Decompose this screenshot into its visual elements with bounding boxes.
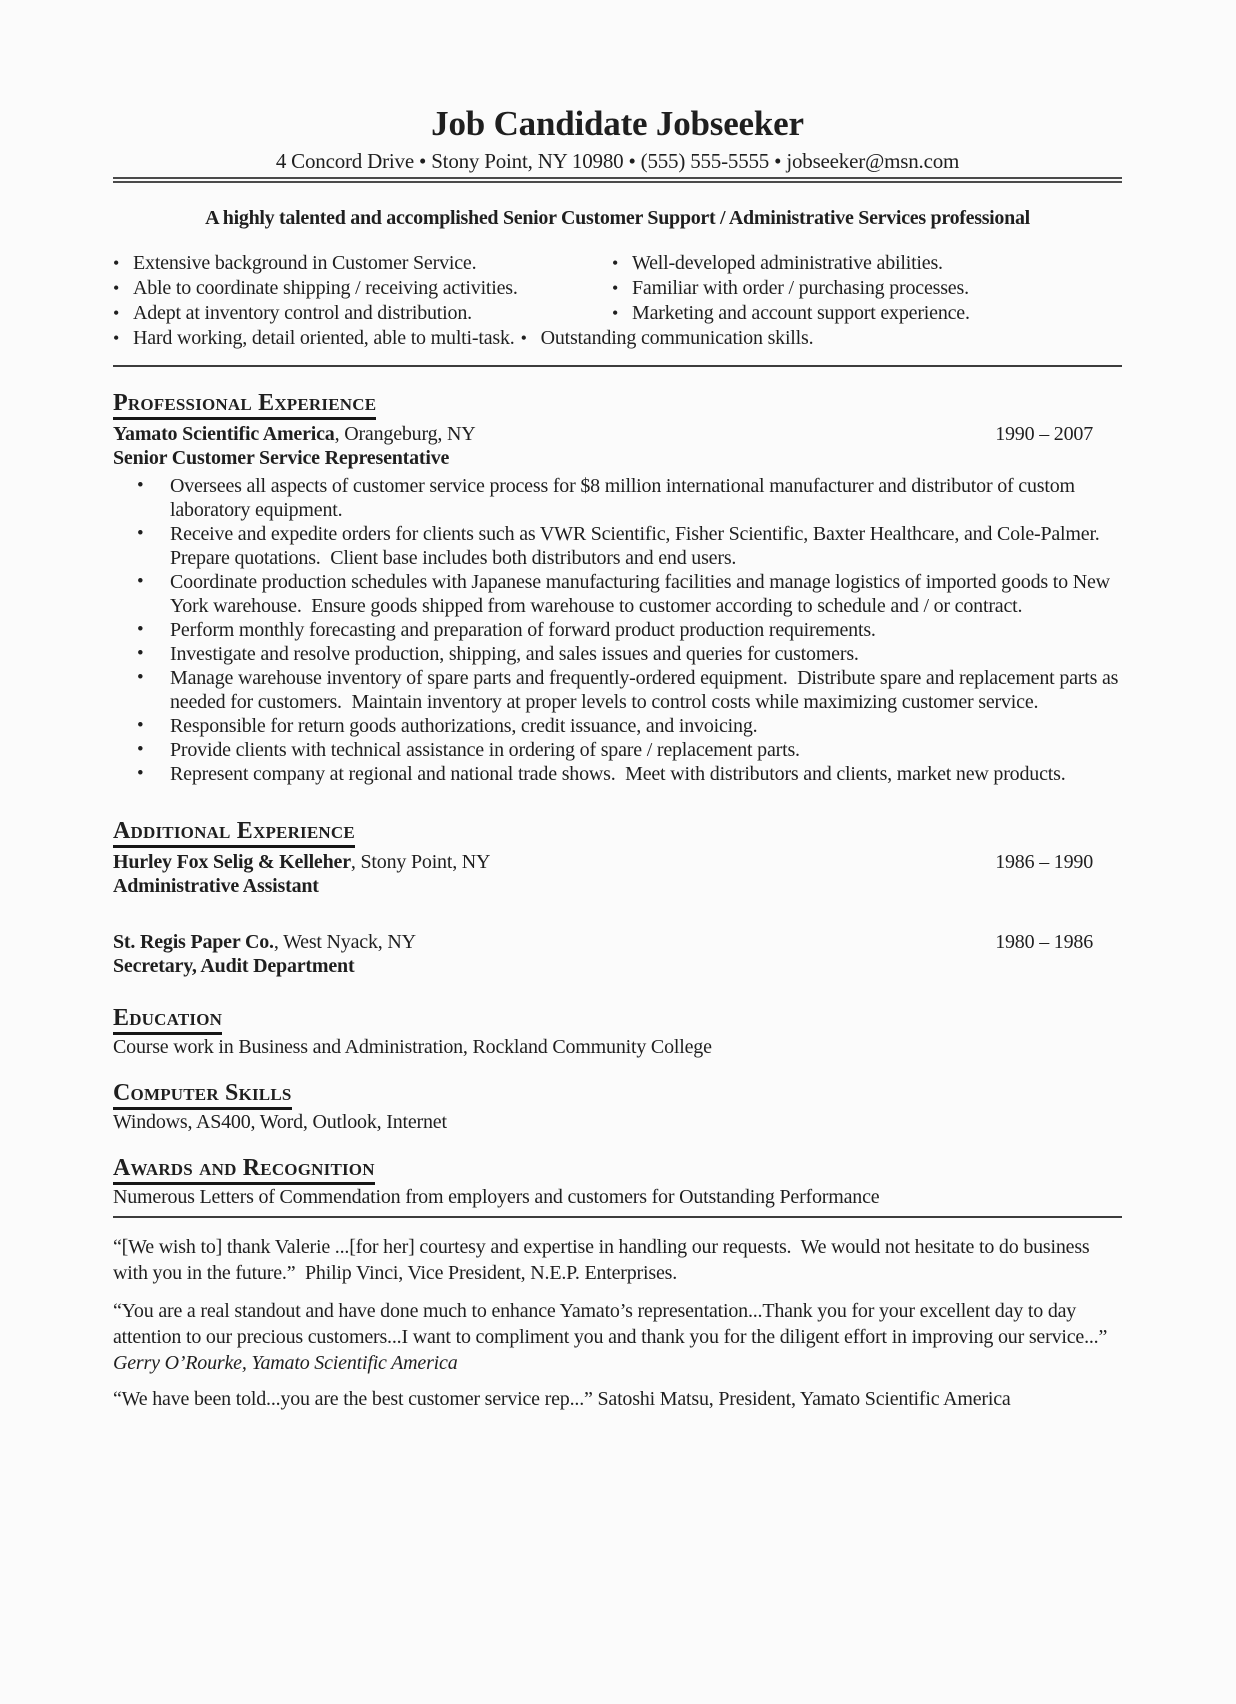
experience-bullet: • Responsible for return goods authorizations, credit issuance, and invoicing. — [113, 714, 1122, 738]
testimonial — [113, 1234, 1122, 1286]
testimonial-quote: “You are a real standout and have done much to enhance Yamato’s representation...Thank you for your excellent day to day attention to our precious customers...I want to compliment you and thank you for the diligent effort in improving our service...” — [113, 1300, 1108, 1348]
summary-row — [113, 326, 1122, 351]
section-education — [113, 1005, 1122, 1060]
experience-bullet-list — [113, 474, 1122, 786]
company-location: , Stony Point, NY — [350, 851, 491, 873]
summary-item: • Extensive background in Customer Service. — [113, 251, 612, 276]
experience-bullet: • Represent company at regional and national trade shows. Meet with distributors and clients, market new products. — [113, 762, 1122, 786]
section-heading-computer-skills: Computer Skills — [113, 1080, 292, 1110]
summary-divider — [113, 365, 1122, 367]
experience-bullet: • Coordinate production schedules with Japanese manufacturing facilities and manage logistics of imported goods to New York warehouse. Ensure goods shipped from warehouse to customer according to schedule and / or contract. — [113, 570, 1122, 618]
testimonial — [113, 1386, 1122, 1412]
testimonial-attribution: Philip Vinci, Vice President, N.E.P. Enterprises. — [295, 1262, 678, 1284]
contact-line: 4 Concord Drive • Stony Point, NY 10980 • (555) 555-5555 • jobseeker@msn.com — [275, 149, 960, 173]
company-name: St. Regis Paper Co. — [113, 931, 274, 953]
job-company-line — [113, 422, 475, 446]
experience-bullet: • Manage warehouse inventory of spare parts and frequently-ordered equipment. Distribute spare and replacement parts as needed for customers. Maintain inventory at proper levels to control costs while maximizing customer service. — [113, 666, 1122, 714]
summary-item: • Hard working, detail oriented, able to multi-task. — [113, 326, 515, 351]
experience-bullet: • Receive and expedite orders for clients such as VWR Scientific, Fisher Scientific, Baxter Healthcare, and Cole-Palmer. Prepare quotations. Client base includes both distributors and end users. — [113, 522, 1122, 570]
job-header — [113, 850, 1122, 874]
candidate-name: Job Candidate Jobseeker — [431, 104, 804, 143]
section-heading-education: Education — [113, 1005, 222, 1035]
job-header — [113, 422, 1122, 446]
job-dates: 1986 – 1990 — [995, 851, 1093, 873]
experience-bullet: • Perform monthly forecasting and preparation of forward product production requirements. — [113, 618, 1122, 642]
summary-list — [113, 251, 1122, 351]
header-divider — [113, 177, 1122, 183]
section-heading-additional-experience: Additional Experience — [113, 818, 355, 848]
job-title: Secretary, Audit Department — [113, 955, 355, 977]
testimonial-quote: “We have been told...you are the best customer service rep...” — [113, 1388, 593, 1410]
section-heading-awards: Awards and Recognition — [113, 1155, 375, 1185]
summary-item: • Marketing and account support experience. — [612, 301, 1122, 326]
job-company-line — [113, 930, 416, 954]
job-title: Administrative Assistant — [113, 875, 319, 897]
section-professional-experience — [113, 390, 1122, 786]
job-entry — [113, 930, 1122, 978]
experience-bullet: • Provide clients with technical assistance in ordering of spare / replacement parts. — [113, 738, 1122, 762]
company-location: , Orangeburg, NY — [334, 423, 476, 445]
section-awards — [113, 1155, 1122, 1210]
job-header — [113, 930, 1122, 954]
testimonial-attribution: Satoshi Matsu, President, Yamato Scientific America — [592, 1388, 1011, 1410]
summary-item: • Outstanding communication skills. — [521, 326, 814, 351]
testimonial-attribution: Gerry O’Rourke, Yamato Scientific America — [113, 1326, 1117, 1374]
job-dates: 1990 – 2007 — [995, 423, 1093, 445]
section-computer-skills — [113, 1080, 1122, 1135]
company-name: Hurley Fox Selig & Kelleher — [113, 851, 351, 873]
company-name: Yamato Scientific America — [113, 423, 335, 445]
resume-document — [0, 104, 1236, 1704]
summary-headline: A highly talented and accomplished Senior Customer Support / Administrative Services professional — [205, 207, 1030, 229]
testimonial-quote: “[We wish to] thank Valerie ...[for her] courtesy and expertise in handling our requests. We would not hesitate to do business with you in the future.” — [113, 1236, 1095, 1284]
experience-bullet: • Investigate and resolve production, shipping, and sales issues and queries for customers. — [113, 642, 1122, 666]
quotes-divider — [113, 1216, 1122, 1218]
company-location: , West Nyack, NY — [273, 931, 416, 953]
summary-item: • Able to coordinate shipping / receiving activities. — [113, 276, 612, 301]
experience-bullet: • Oversees all aspects of customer service process for $8 million international manufacturer and distributor of custom laboratory equipment. — [113, 474, 1122, 522]
awards-text: Numerous Letters of Commendation from employers and customers for Outstanding Performance — [113, 1186, 880, 1208]
job-title: Senior Customer Service Representative — [113, 447, 450, 469]
summary-item: • Familiar with order / purchasing processes. — [612, 276, 1122, 301]
testimonial — [113, 1298, 1122, 1376]
section-heading-professional-experience: Professional Experience — [113, 390, 376, 420]
job-dates: 1980 – 1986 — [995, 931, 1093, 953]
job-company-line — [113, 850, 490, 874]
summary-item: • Well-developed administrative abilities. — [612, 251, 1122, 276]
education-text: Course work in Business and Administration, Rockland Community College — [113, 1036, 712, 1058]
computer-skills-text: Windows, AS400, Word, Outlook, Internet — [113, 1111, 447, 1133]
section-additional-experience — [113, 818, 1122, 978]
summary-item: • Adept at inventory control and distribution. — [113, 301, 612, 326]
